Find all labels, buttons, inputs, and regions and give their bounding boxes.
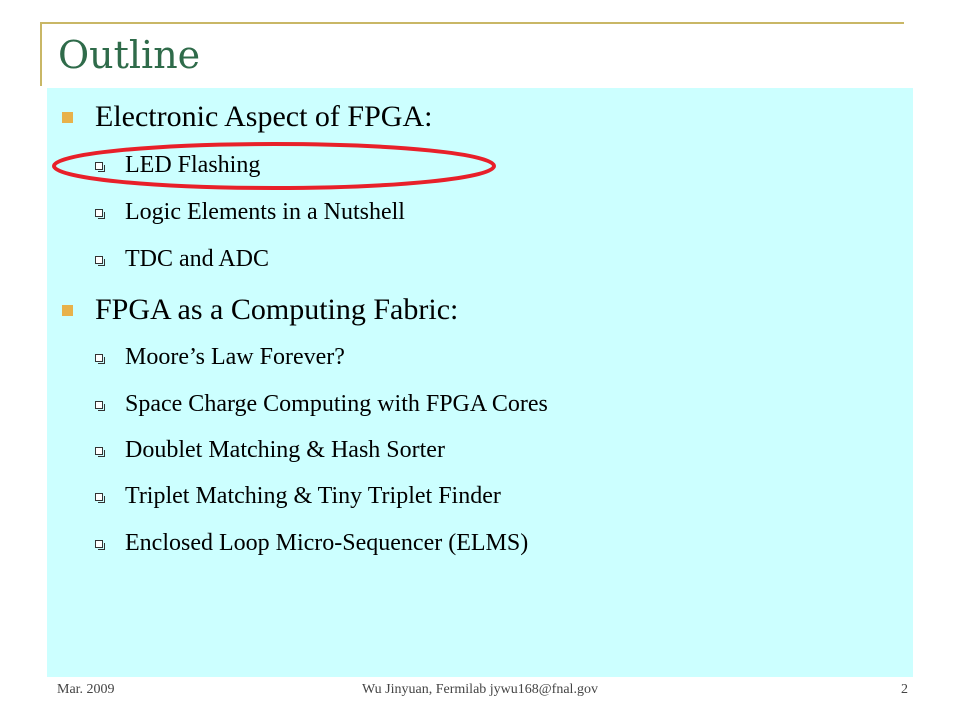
box-bullet-icon — [95, 493, 103, 501]
square-bullet-icon — [62, 305, 73, 316]
title-frame-top-line — [40, 22, 904, 24]
title-frame-left-line — [40, 22, 42, 86]
list-item-label: Triplet Matching & Tiny Triplet Finder — [125, 483, 501, 509]
list-item-moores-law — [95, 344, 345, 371]
highlight-oval — [50, 140, 500, 192]
list-item-label: Space Charge Computing with FPGA Cores — [125, 391, 548, 417]
list-item-tdc-adc — [95, 246, 269, 273]
footer-date: Mar. 2009 — [57, 682, 115, 697]
box-bullet-icon — [95, 540, 103, 548]
slide-title: Outline — [58, 33, 201, 77]
list-item-label: TDC and ADC — [125, 246, 269, 272]
list-item-label: Moore’s Law Forever? — [125, 344, 345, 370]
list-item-label: Enclosed Loop Micro-Sequencer (ELMS) — [125, 530, 529, 556]
box-bullet-icon — [95, 447, 103, 455]
list-item-doublet-matching — [95, 437, 445, 464]
list-item-triplet-matching — [95, 483, 501, 510]
section-heading-label: FPGA as a Computing Fabric: — [95, 293, 459, 326]
section-heading-label: Electronic Aspect of FPGA: — [95, 100, 433, 133]
square-bullet-icon — [62, 112, 73, 123]
footer-page-number: 2 — [901, 682, 908, 697]
highlight-oval-shape — [54, 144, 494, 188]
footer-author: Wu Jinyuan, Fermilab jywu168@fnal.gov — [362, 682, 598, 697]
section-heading-electronic — [62, 100, 432, 134]
list-item-label: LED Flashing — [125, 152, 261, 178]
list-item-label: Doublet Matching & Hash Sorter — [125, 437, 445, 463]
list-item-space-charge — [95, 391, 548, 418]
box-bullet-icon — [95, 256, 103, 264]
box-bullet-icon — [95, 401, 103, 409]
box-bullet-icon — [95, 354, 103, 362]
list-item-label: Logic Elements in a Nutshell — [125, 199, 405, 225]
box-bullet-icon — [95, 209, 103, 217]
list-item-elms — [95, 530, 528, 557]
section-heading-computing-fabric — [62, 293, 458, 327]
list-item-logic-elements — [95, 199, 405, 226]
